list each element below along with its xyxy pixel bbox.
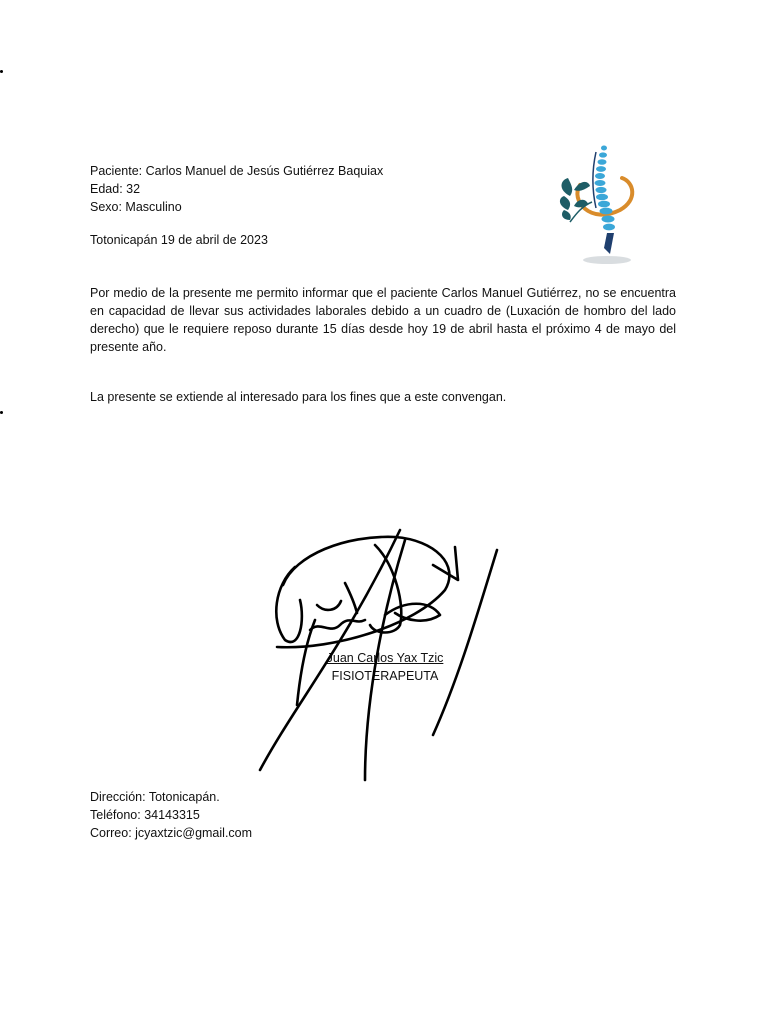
handwritten-signature [255, 525, 510, 787]
patient-age: Edad: 32 [90, 182, 141, 196]
contact-email: Correo: jcyaxtzic@gmail.com [90, 826, 253, 840]
body-paragraph: Por medio de la presente me permito informar que el paciente Carlos Manuel Gutiérrez, no se encuentra en capacidad de llevar sus actividades laborales debido a un cuadro de (Luxación de hombro del lado derecho) que le requiere reposo durante 15 días desde hoy 19 de abril hasta el próximo 4 de mayo del presente año. [90, 286, 676, 354]
margin-mark [0, 411, 3, 414]
contact-phone: Teléfono: 34143315 [90, 808, 200, 822]
contact-address: Dirección: Totonicapán. [90, 790, 220, 804]
signatory-name: Juan Carlos Yax Tzic [326, 651, 444, 665]
patient-info [90, 162, 383, 216]
patient-sex: Sexo: Masculino [90, 200, 182, 214]
closing-paragraph: La presente se extiende al interesado para los fines que a este convengan. [90, 390, 507, 404]
document-date: Totonicapán 19 de abril de 2023 [90, 233, 268, 247]
signatory-title: FISIOTERAPEUTA [331, 669, 439, 683]
spine-logo-icon [530, 130, 670, 275]
contact-info [90, 788, 252, 842]
margin-mark [0, 70, 3, 73]
patient-name: Paciente: Carlos Manuel de Jesús Gutiérrez Baquiax [90, 164, 384, 178]
